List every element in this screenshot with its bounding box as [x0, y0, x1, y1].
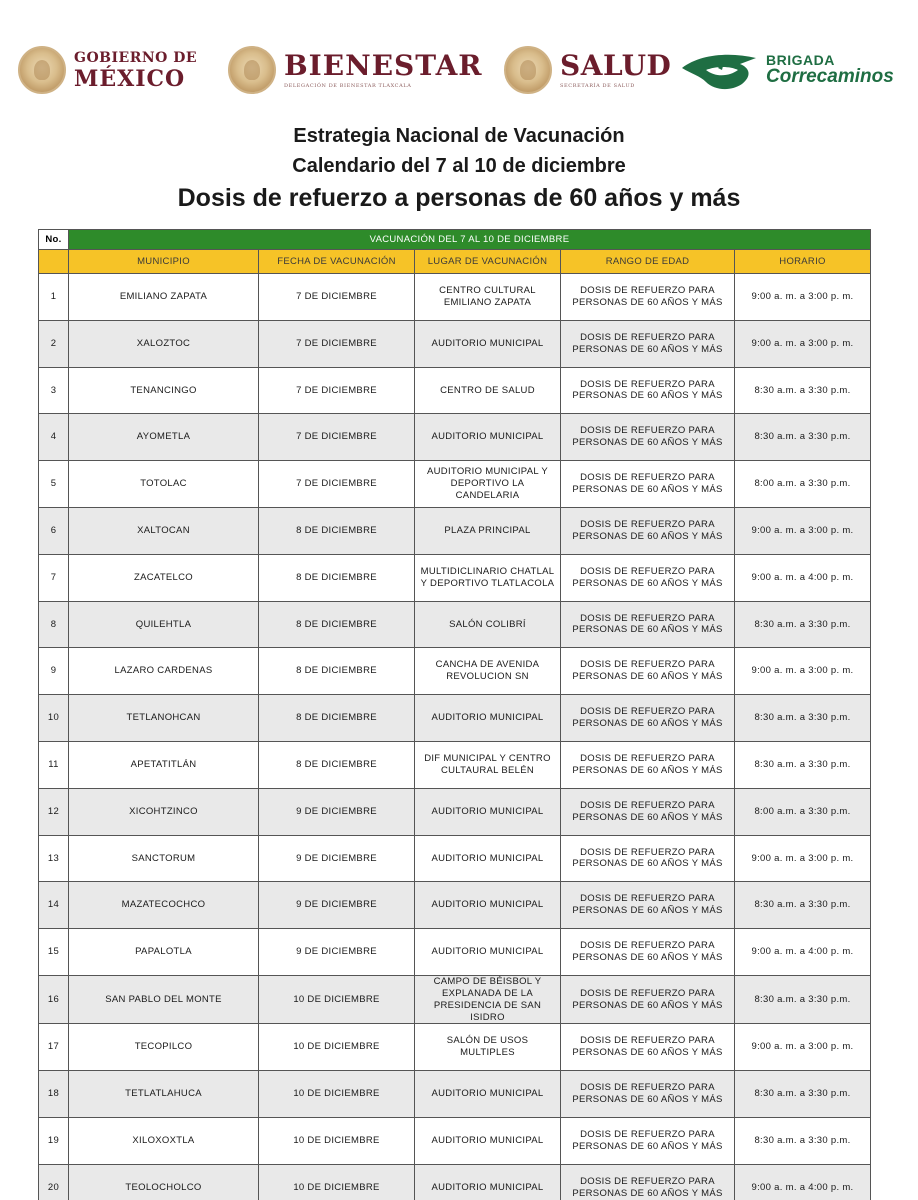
salud-logo-line2: SECRETARÍA DE SALUD — [560, 82, 635, 89]
table-row — [39, 274, 871, 321]
municipio-cell: TECOPILCO — [69, 1024, 259, 1071]
horario-cell: 8:00 a.m. a 3:30 p.m. — [735, 788, 871, 835]
title-strategy: Estrategia Nacional de Vacunación — [293, 125, 625, 147]
row-number: 15 — [39, 929, 69, 976]
fecha-cell: 8 DE DICIEMBRE — [259, 601, 415, 648]
table-row — [39, 461, 871, 508]
table-row — [39, 1071, 871, 1118]
rango-cell: DOSIS DE REFUERZO PARA PERSONAS DE 60 AÑOS Y MÁS — [561, 788, 735, 835]
fecha-cell: 9 DE DICIEMBRE — [259, 788, 415, 835]
fecha-cell: 9 DE DICIEMBRE — [259, 882, 415, 929]
schedule-rows — [39, 274, 871, 1200]
column-header-rango: RANGO DE EDAD — [561, 250, 735, 274]
fecha-cell: 9 DE DICIEMBRE — [259, 929, 415, 976]
rango-cell: DOSIS DE REFUERZO PARA PERSONAS DE 60 AÑOS Y MÁS — [561, 975, 735, 1024]
table-row — [39, 975, 871, 1024]
municipio-cell: XALTOCAN — [69, 507, 259, 554]
table-row — [39, 554, 871, 601]
municipio-cell: MAZATECOCHCO — [69, 882, 259, 929]
row-number: 16 — [39, 975, 69, 1024]
brigada-logo-line2: Correcaminos — [766, 66, 894, 88]
municipio-cell: QUILEHTLA — [69, 601, 259, 648]
rango-cell: DOSIS DE REFUERZO PARA PERSONAS DE 60 AÑOS Y MÁS — [561, 929, 735, 976]
lugar-cell: MULTIDICLINARIO CHATLAL Y DEPORTIVO TLATLACOLA — [415, 554, 561, 601]
rango-cell: DOSIS DE REFUERZO PARA PERSONAS DE 60 AÑOS Y MÁS — [561, 835, 735, 882]
table-row — [39, 648, 871, 695]
lugar-cell: AUDITORIO MUNICIPAL — [415, 1071, 561, 1118]
rango-cell: DOSIS DE REFUERZO PARA PERSONAS DE 60 AÑOS Y MÁS — [561, 648, 735, 695]
fecha-cell: 8 DE DICIEMBRE — [259, 695, 415, 742]
brigada-logo-line1: BRIGADA — [766, 51, 835, 68]
horario-cell: 8:30 a.m. a 3:30 p.m. — [735, 367, 871, 414]
lugar-cell: AUDITORIO MUNICIPAL — [415, 1164, 561, 1200]
roadrunner-icon — [680, 46, 758, 94]
rango-cell: DOSIS DE REFUERZO PARA PERSONAS DE 60 AÑOS Y MÁS — [561, 414, 735, 461]
table-row — [39, 741, 871, 788]
column-header-municipio: MUNICIPIO — [69, 250, 259, 274]
salud-logo-line1: SALUD — [560, 48, 672, 82]
lugar-cell: AUDITORIO MUNICIPAL — [415, 882, 561, 929]
horario-cell: 8:30 a.m. a 3:30 p.m. — [735, 1118, 871, 1165]
horario-cell: 9:00 a. m. a 3:00 p. m. — [735, 320, 871, 367]
gobierno-de-mexico-logo — [18, 30, 197, 110]
lugar-cell: AUDITORIO MUNICIPAL — [415, 835, 561, 882]
horario-cell: 9:00 a. m. a 4:00 p. m. — [735, 554, 871, 601]
horario-cell: 8:00 a.m. a 3:30 p.m. — [735, 461, 871, 508]
vaccination-schedule-table — [38, 229, 871, 1200]
table-row — [39, 1024, 871, 1071]
fecha-cell: 8 DE DICIEMBRE — [259, 741, 415, 788]
municipio-cell: TEOLOCHOLCO — [69, 1164, 259, 1200]
row-number: 12 — [39, 788, 69, 835]
number-column-header: No. — [39, 230, 69, 250]
fecha-cell: 7 DE DICIEMBRE — [259, 461, 415, 508]
table-row — [39, 414, 871, 461]
row-number: 9 — [39, 648, 69, 695]
rango-cell: DOSIS DE REFUERZO PARA PERSONAS DE 60 AÑOS Y MÁS — [561, 461, 735, 508]
row-number: 11 — [39, 741, 69, 788]
number-column-blank — [39, 250, 69, 274]
fecha-cell: 8 DE DICIEMBRE — [259, 507, 415, 554]
municipio-cell: XILOXOXTLA — [69, 1118, 259, 1165]
row-number: 5 — [39, 461, 69, 508]
horario-cell: 9:00 a. m. a 3:00 p. m. — [735, 835, 871, 882]
fecha-cell: 7 DE DICIEMBRE — [259, 320, 415, 367]
horario-cell: 8:30 a.m. a 3:30 p.m. — [735, 695, 871, 742]
table-row — [39, 1164, 871, 1200]
rango-cell: DOSIS DE REFUERZO PARA PERSONAS DE 60 AÑOS Y MÁS — [561, 741, 735, 788]
column-header-fecha: FECHA DE VACUNACIÓN — [259, 250, 415, 274]
municipio-cell: SANCTORUM — [69, 835, 259, 882]
municipio-cell: EMILIANO ZAPATA — [69, 274, 259, 321]
lugar-cell: AUDITORIO MUNICIPAL — [415, 1118, 561, 1165]
horario-cell: 9:00 a. m. a 3:00 p. m. — [735, 648, 871, 695]
rango-cell: DOSIS DE REFUERZO PARA PERSONAS DE 60 AÑOS Y MÁS — [561, 367, 735, 414]
fecha-cell: 8 DE DICIEMBRE — [259, 554, 415, 601]
horario-cell: 9:00 a. m. a 4:00 p. m. — [735, 929, 871, 976]
column-header-horario: HORARIO — [735, 250, 871, 274]
row-number: 3 — [39, 367, 69, 414]
rango-cell: DOSIS DE REFUERZO PARA PERSONAS DE 60 AÑOS Y MÁS — [561, 695, 735, 742]
rango-cell: DOSIS DE REFUERZO PARA PERSONAS DE 60 AÑOS Y MÁS — [561, 1164, 735, 1200]
lugar-cell: AUDITORIO MUNICIPAL — [415, 320, 561, 367]
lugar-cell: DIF MUNICIPAL Y CENTRO CULTAURAL BELÉN — [415, 741, 561, 788]
bienestar-logo-line2: DELEGACIÓN DE BIENESTAR TLAXCALA — [284, 82, 412, 89]
municipio-cell: TETLANOHCAN — [69, 695, 259, 742]
rango-cell: DOSIS DE REFUERZO PARA PERSONAS DE 60 AÑOS Y MÁS — [561, 1118, 735, 1165]
lugar-cell: AUDITORIO MUNICIPAL — [415, 695, 561, 742]
row-number: 4 — [39, 414, 69, 461]
rango-cell: DOSIS DE REFUERZO PARA PERSONAS DE 60 AÑOS Y MÁS — [561, 320, 735, 367]
fecha-cell: 7 DE DICIEMBRE — [259, 367, 415, 414]
lugar-cell: PLAZA PRINCIPAL — [415, 507, 561, 554]
fecha-cell: 9 DE DICIEMBRE — [259, 835, 415, 882]
row-number: 10 — [39, 695, 69, 742]
lugar-cell: SALÓN DE USOS MULTIPLES — [415, 1024, 561, 1071]
fecha-cell: 10 DE DICIEMBRE — [259, 1164, 415, 1200]
rango-cell: DOSIS DE REFUERZO PARA PERSONAS DE 60 AÑOS Y MÁS — [561, 274, 735, 321]
lugar-cell: CAMPO DE BÉISBOL Y EXPLANADA DE LA PRESIDENCIA DE SAN ISIDRO — [415, 975, 561, 1024]
municipio-cell: PAPALOTLA — [69, 929, 259, 976]
gobierno-logo-line2: MÉXICO — [74, 65, 186, 92]
rango-cell: DOSIS DE REFUERZO PARA PERSONAS DE 60 AÑOS Y MÁS — [561, 1071, 735, 1118]
horario-cell: 8:30 a.m. a 3:30 p.m. — [735, 975, 871, 1024]
fecha-cell: 10 DE DICIEMBRE — [259, 1024, 415, 1071]
horario-cell: 9:00 a. m. a 4:00 p. m. — [735, 1164, 871, 1200]
municipio-cell: ZACATELCO — [69, 554, 259, 601]
table-row — [39, 507, 871, 554]
table-row — [39, 367, 871, 414]
municipio-cell: TENANCINGO — [69, 367, 259, 414]
table-row — [39, 835, 871, 882]
row-number: 7 — [39, 554, 69, 601]
table-row — [39, 695, 871, 742]
row-number: 18 — [39, 1071, 69, 1118]
fecha-cell: 8 DE DICIEMBRE — [259, 648, 415, 695]
lugar-cell: AUDITORIO MUNICIPAL — [415, 929, 561, 976]
table-row — [39, 882, 871, 929]
lugar-cell: SALÓN COLIBRÍ — [415, 601, 561, 648]
table-row — [39, 1118, 871, 1165]
lugar-cell: CENTRO DE SALUD — [415, 367, 561, 414]
gobierno-logo-line1: GOBIERNO DE — [74, 49, 198, 66]
table-row — [39, 929, 871, 976]
row-number: 1 — [39, 274, 69, 321]
mexico-seal-icon — [228, 46, 276, 94]
fecha-cell: 10 DE DICIEMBRE — [259, 1071, 415, 1118]
column-header-lugar: LUGAR DE VACUNACIÓN — [415, 250, 561, 274]
fecha-cell: 7 DE DICIEMBRE — [259, 414, 415, 461]
lugar-cell: CANCHA DE AVENIDA REVOLUCION SN — [415, 648, 561, 695]
mexico-seal-icon — [18, 46, 66, 94]
municipio-cell: TOTOLAC — [69, 461, 259, 508]
row-number: 20 — [39, 1164, 69, 1200]
horario-cell: 8:30 a.m. a 3:30 p.m. — [735, 741, 871, 788]
row-number: 14 — [39, 882, 69, 929]
municipio-cell: XICOHTZINCO — [69, 788, 259, 835]
lugar-cell: AUDITORIO MUNICIPAL Y DEPORTIVO LA CANDELARIA — [415, 461, 561, 508]
row-number: 2 — [39, 320, 69, 367]
horario-cell: 8:30 a.m. a 3:30 p.m. — [735, 414, 871, 461]
municipio-cell: LAZARO CARDENAS — [69, 648, 259, 695]
bienestar-logo-line1: BIENESTAR — [284, 48, 483, 82]
mexico-seal-icon — [504, 46, 552, 94]
rango-cell: DOSIS DE REFUERZO PARA PERSONAS DE 60 AÑOS Y MÁS — [561, 882, 735, 929]
rango-cell: DOSIS DE REFUERZO PARA PERSONAS DE 60 AÑOS Y MÁS — [561, 507, 735, 554]
municipio-cell: XALOZTOC — [69, 320, 259, 367]
salud-logo — [504, 30, 671, 110]
row-number: 19 — [39, 1118, 69, 1165]
table-row — [39, 788, 871, 835]
title-calendar: Calendario del 7 al 10 de diciembre — [292, 155, 626, 177]
title-booster-dose: Dosis de refuerzo a personas de 60 años y más — [177, 184, 741, 212]
municipio-cell: APETATITLÁN — [69, 741, 259, 788]
horario-cell: 9:00 a. m. a 3:00 p. m. — [735, 274, 871, 321]
rango-cell: DOSIS DE REFUERZO PARA PERSONAS DE 60 AÑOS Y MÁS — [561, 1024, 735, 1071]
row-number: 13 — [39, 835, 69, 882]
fecha-cell: 10 DE DICIEMBRE — [259, 975, 415, 1024]
lugar-cell: AUDITORIO MUNICIPAL — [415, 788, 561, 835]
table-row — [39, 320, 871, 367]
lugar-cell: CENTRO CULTURAL EMILIANO ZAPATA — [415, 274, 561, 321]
logo-bar — [0, 30, 918, 110]
horario-cell: 8:30 a.m. a 3:30 p.m. — [735, 1071, 871, 1118]
bienestar-logo — [228, 30, 483, 110]
horario-cell: 8:30 a.m. a 3:30 p.m. — [735, 601, 871, 648]
horario-cell: 8:30 a.m. a 3:30 p.m. — [735, 882, 871, 929]
row-number: 17 — [39, 1024, 69, 1071]
lugar-cell: AUDITORIO MUNICIPAL — [415, 414, 561, 461]
municipio-cell: SAN PABLO DEL MONTE — [69, 975, 259, 1024]
horario-cell: 9:00 a. m. a 3:00 p. m. — [735, 507, 871, 554]
row-number: 6 — [39, 507, 69, 554]
municipio-cell: AYOMETLA — [69, 414, 259, 461]
rango-cell: DOSIS DE REFUERZO PARA PERSONAS DE 60 AÑOS Y MÁS — [561, 554, 735, 601]
table-row — [39, 601, 871, 648]
fecha-cell: 7 DE DICIEMBRE — [259, 274, 415, 321]
municipio-cell: TETLATLAHUCA — [69, 1071, 259, 1118]
horario-cell: 9:00 a. m. a 3:00 p. m. — [735, 1024, 871, 1071]
row-number: 8 — [39, 601, 69, 648]
rango-cell: DOSIS DE REFUERZO PARA PERSONAS DE 60 AÑOS Y MÁS — [561, 601, 735, 648]
brigada-correcaminos-logo — [680, 30, 894, 110]
fecha-cell: 10 DE DICIEMBRE — [259, 1118, 415, 1165]
vaccination-period-banner: VACUNACIÓN DEL 7 AL 10 DE DICIEMBRE — [69, 230, 871, 250]
